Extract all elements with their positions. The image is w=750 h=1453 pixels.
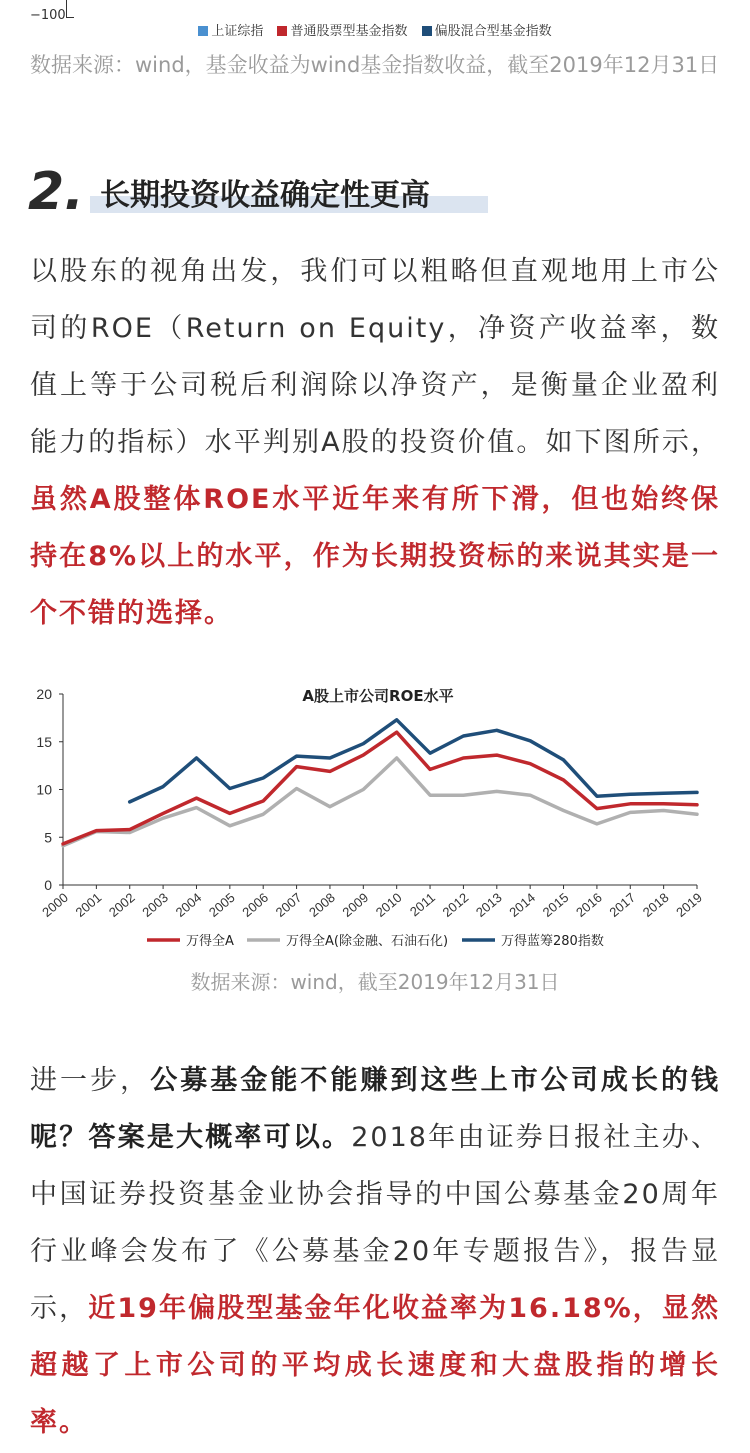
legend-label: 普通股票型基金指数	[290, 24, 408, 39]
y-axis-fragment	[66, 0, 67, 18]
x-tick-label: 2019	[673, 889, 705, 920]
series-line-2	[130, 720, 697, 802]
y-tick-label: −100	[30, 8, 66, 23]
paragraph-roe	[30, 243, 720, 642]
y-tick-label: 15	[36, 733, 52, 750]
legend-label: 万得全A	[186, 934, 234, 949]
legend-swatch	[422, 26, 432, 36]
legend-swatch	[198, 26, 208, 36]
legend-label: 上证综指	[211, 24, 264, 39]
y-tick-label: 5	[44, 829, 52, 846]
paragraph-fund-returns	[30, 1052, 720, 1451]
y-tick-label: 10	[36, 781, 52, 798]
legend-item	[422, 20, 552, 39]
x-tick-label: 2002	[105, 889, 138, 920]
chart-legend	[147, 933, 604, 949]
y-tick-label: 20	[36, 686, 52, 702]
paragraph-text: 进一步，	[30, 1065, 151, 1096]
chart-title: A股上市公司ROE水平	[302, 687, 454, 705]
chart-source-note: 数据来源：wind，截至2019年12月31日	[190, 970, 560, 994]
paragraph-bold: 公募基金能不能赚到这些上市公司成长的钱呢？答案是大概率可以。	[30, 1065, 721, 1153]
x-tick-label: 2017	[606, 889, 639, 920]
x-tick-label: 2004	[172, 889, 205, 920]
x-tick-label: 2012	[439, 889, 472, 920]
x-tick-label: 2018	[639, 889, 672, 920]
legend-item	[198, 20, 263, 39]
chart-legend	[0, 20, 750, 39]
x-tick-label: 2015	[539, 889, 572, 920]
section-number: 2.	[28, 162, 84, 222]
x-tick-label: 2011	[406, 889, 438, 920]
x-tick-label: 2009	[339, 889, 372, 920]
paragraph-highlight: 虽然A股整体ROE水平近年来有所下滑，但也始终保持在8%以上的水平，作为长期投资标的来说其实是一个不错的选择。	[30, 484, 720, 629]
paragraph-text: 2018年由证券日报社主办、中国证券投资基金业协会指导的中国公募基金20周年行业峰会发布了《公募基金20年专题报告》，报告显示，	[30, 1122, 721, 1324]
y-axis-tick	[66, 17, 74, 18]
data-source-note: 数据来源：wind，基金收益为wind基金指数收益，截至2019年12月31日	[30, 53, 720, 77]
paragraph-highlight: 近19年偏股型基金年化收益率为16.18%，显然超越了上市公司的平均成长速度和大盘股指的增长率。	[30, 1293, 721, 1438]
legend-swatch	[277, 26, 287, 36]
paragraph-text: 以股东的视角出发，我们可以粗略但直观地用上市公司的ROE（Return on Equity，净资产收益率，数值上等于公司税后利润除以净资产，是衡量企业盈利能力的指标）水平判别A股的投资价值。如下图所示，	[30, 256, 720, 458]
legend-label: 万得全A(除金融、石油石化)	[286, 934, 449, 949]
chart-series	[63, 720, 697, 846]
section-title: 长期投资收益确定性更高	[100, 178, 430, 213]
legend-item	[277, 20, 407, 39]
x-tick-label: 2005	[205, 889, 238, 920]
y-tick-label: 0	[44, 877, 52, 893]
series-line-1	[63, 758, 697, 846]
previous-chart-fragment	[0, 0, 750, 50]
x-tick-label: 2014	[506, 889, 539, 920]
x-tick-label: 2003	[139, 889, 172, 920]
roe-line-chart	[0, 672, 750, 962]
x-tick-label: 2008	[306, 889, 338, 920]
x-tick-label: 2000	[39, 889, 71, 920]
x-tick-label: 2013	[472, 889, 505, 920]
x-tick-label: 2007	[272, 889, 305, 920]
legend-label: 偏股混合型基金指数	[434, 24, 552, 39]
legend-label: 万得蓝筹280指数	[501, 934, 604, 949]
section-heading	[28, 162, 488, 222]
x-tick-label: 2006	[239, 889, 272, 920]
x-tick-label: 2016	[573, 889, 605, 920]
x-tick-label: 2010	[372, 889, 405, 920]
x-tick-label: 2001	[72, 889, 105, 920]
